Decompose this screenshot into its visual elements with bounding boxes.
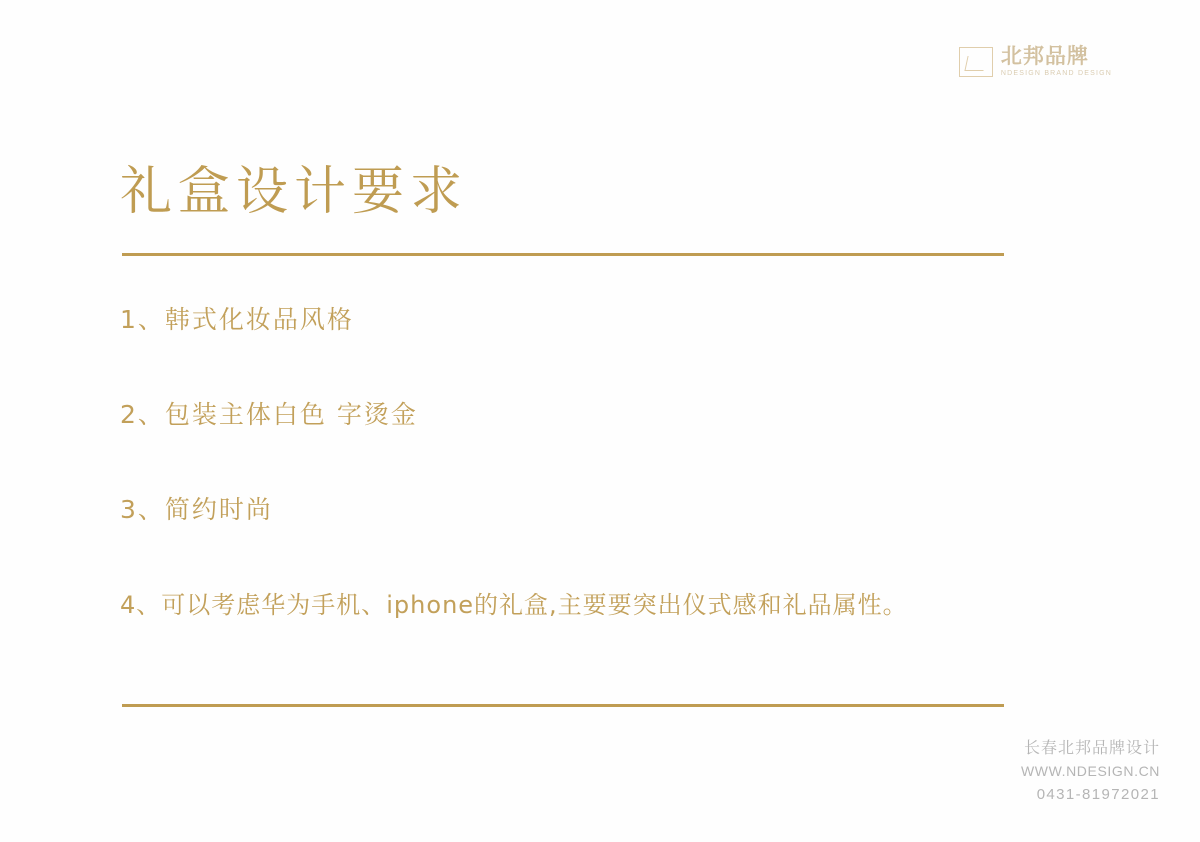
list-item: 4、可以考虑华为手机、iphone的礼盒,主要要突出仪式感和礼品属性。 xyxy=(120,591,908,619)
requirements-list xyxy=(120,300,1040,680)
brand-logo-icon xyxy=(959,47,993,77)
footer-phone: 0431-81972021 xyxy=(1036,785,1160,803)
footer-company: 长春北邦品牌设计 xyxy=(1023,738,1160,758)
footer xyxy=(1021,736,1160,806)
list-item: 3、简约时尚 xyxy=(120,495,273,524)
divider-bottom xyxy=(122,704,1004,707)
footer-website: WWW.NDESIGN.CN xyxy=(1020,763,1160,780)
brand-logo xyxy=(959,46,1112,77)
brand-name-en: NDESIGN BRAND DESIGN xyxy=(1000,70,1112,77)
list-item: 1、韩式化妆品风格 xyxy=(120,305,354,334)
brand-logo-text xyxy=(1001,46,1112,77)
page-title: 礼盒设计要求 xyxy=(120,161,469,222)
brand-name-cn: 北邦品牌 xyxy=(1000,44,1089,68)
divider-top xyxy=(122,253,1004,256)
list-item: 2、包装主体白色 字烫金 xyxy=(120,400,418,429)
